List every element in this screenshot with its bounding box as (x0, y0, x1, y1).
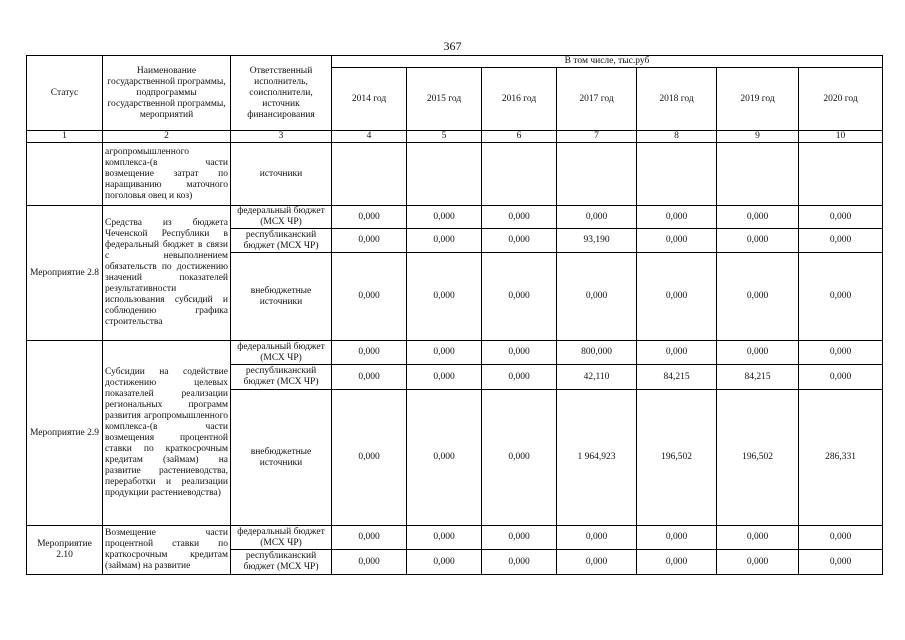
header-name: Наименование государственной программы, подпрограммы государственной программы, мероприятий (103, 56, 231, 131)
value-cell: 84,215 (717, 365, 799, 390)
table-row (27, 143, 883, 206)
page-number: 367 (443, 39, 462, 53)
value-cell: 0,000 (407, 206, 482, 229)
value-cell: 0,000 (407, 341, 482, 365)
value-cell: 0,000 (482, 365, 557, 390)
value-cell: 0,000 (557, 526, 637, 550)
value-cell: 0,000 (407, 550, 482, 575)
value-cell: 0,000 (637, 206, 717, 229)
value-cell: 0,000 (482, 253, 557, 341)
value-cell: 0,000 (557, 206, 637, 229)
value-cell: 1 964,923 (557, 390, 637, 526)
value-cell: 0,000 (407, 229, 482, 253)
value-cell: 0,000 (717, 341, 799, 365)
value-cell: 0,000 (717, 253, 799, 341)
header-year: 2020 год (799, 68, 883, 131)
status-cell (27, 143, 103, 206)
value-cell (332, 143, 407, 206)
value-cell: 0,000 (482, 229, 557, 253)
value-cell: 0,000 (482, 341, 557, 365)
value-cell: 0,000 (717, 206, 799, 229)
value-cell: 0,000 (557, 253, 637, 341)
value-cell: 0,000 (482, 550, 557, 575)
value-cell: 800,000 (557, 341, 637, 365)
column-number: 4 (332, 131, 407, 143)
value-cell: 0,000 (482, 206, 557, 229)
header-executor: Ответственный исполнитель, соисполнители, источник финансирования (231, 56, 332, 131)
value-cell (482, 143, 557, 206)
value-cell: 286,331 (799, 390, 883, 526)
value-cell: 84,215 (637, 365, 717, 390)
budget-table (26, 55, 883, 575)
value-cell: 196,502 (717, 390, 799, 526)
funding-source: внебюджетные источники (231, 253, 332, 341)
table-row (27, 206, 883, 229)
table-row (27, 341, 883, 365)
activity-description: Субсидии на содействие достижению целевых показателей реализации региональных программ развития агропромышленного комплекса-(в части возмещения процентной ставки по краткосрочным кредитам (займам) на развитие растениеводства, переработки и реализации продукции растениеводства) (103, 341, 231, 526)
value-cell: 0,000 (332, 206, 407, 229)
header-including: В том числе, тыс.руб (332, 56, 883, 68)
funding-source: республиканский бюджет (МСХ ЧР) (231, 229, 332, 253)
column-number: 3 (231, 131, 332, 143)
column-number: 1 (27, 131, 103, 143)
activity-description: Возмещение части процентной ставки по краткосрочным кредитам (займам) на развитие (103, 526, 231, 575)
value-cell: 0,000 (799, 526, 883, 550)
value-cell: 0,000 (637, 253, 717, 341)
funding-source: республиканский бюджет (МСХ ЧР) (231, 550, 332, 575)
value-cell: 196,502 (637, 390, 717, 526)
value-cell (717, 143, 799, 206)
value-cell: 0,000 (799, 341, 883, 365)
value-cell: 0,000 (717, 526, 799, 550)
value-cell: 0,000 (637, 229, 717, 253)
value-cell: 0,000 (799, 365, 883, 390)
value-cell (637, 143, 717, 206)
value-cell: 0,000 (407, 526, 482, 550)
value-cell: 0,000 (332, 253, 407, 341)
funding-source: источники (231, 143, 332, 206)
status-cell: Мероприятие 2.8 (27, 206, 103, 341)
value-cell: 0,000 (637, 341, 717, 365)
column-number: 7 (557, 131, 637, 143)
header-year: 2019 год (717, 68, 799, 131)
value-cell: 0,000 (482, 390, 557, 526)
value-cell: 0,000 (407, 390, 482, 526)
activity-description: Средства из бюджета Чеченской Республики в федеральный бюджет в связи с невыполнением обязательств по достижению значений показателей результативности использования субсидий и соблюдению графика строительства (103, 206, 231, 341)
value-cell: 0,000 (799, 206, 883, 229)
column-number: 10 (799, 131, 883, 143)
value-cell (799, 143, 883, 206)
header-year: 2014 год (332, 68, 407, 131)
activity-description: агропромышленного комплекса-(в части возмещение затрат по наращиванию маточного поголовья овец и коз) (103, 143, 231, 206)
column-number: 2 (103, 131, 231, 143)
value-cell: 0,000 (482, 526, 557, 550)
value-cell: 0,000 (799, 253, 883, 341)
value-cell: 0,000 (332, 526, 407, 550)
column-number: 8 (637, 131, 717, 143)
column-number: 5 (407, 131, 482, 143)
funding-source: федеральный бюджет (МСХ ЧР) (231, 341, 332, 365)
value-cell: 0,000 (332, 365, 407, 390)
value-cell (557, 143, 637, 206)
value-cell: 0,000 (332, 341, 407, 365)
value-cell: 0,000 (717, 229, 799, 253)
value-cell: 0,000 (799, 229, 883, 253)
value-cell: 0,000 (407, 253, 482, 341)
header-year: 2016 год (482, 68, 557, 131)
value-cell (407, 143, 482, 206)
header-year: 2017 год (557, 68, 637, 131)
header-year: 2015 год (407, 68, 482, 131)
funding-source: федеральный бюджет (МСХ ЧР) (231, 206, 332, 229)
value-cell: 0,000 (637, 526, 717, 550)
value-cell: 0,000 (717, 550, 799, 575)
table-row (27, 526, 883, 550)
funding-source: внебюджетные источники (231, 390, 332, 526)
value-cell: 0,000 (332, 390, 407, 526)
value-cell: 0,000 (637, 550, 717, 575)
header-status: Статус (27, 56, 103, 131)
value-cell: 0,000 (332, 229, 407, 253)
value-cell: 93,190 (557, 229, 637, 253)
status-cell: Мероприятие 2.10 (27, 526, 103, 575)
column-number: 9 (717, 131, 799, 143)
value-cell: 0,000 (407, 365, 482, 390)
status-cell: Мероприятие 2.9 (27, 341, 103, 526)
column-number: 6 (482, 131, 557, 143)
value-cell: 0,000 (332, 550, 407, 575)
header-year: 2018 год (637, 68, 717, 131)
value-cell: 0,000 (557, 550, 637, 575)
funding-source: федеральный бюджет (МСХ ЧР) (231, 526, 332, 550)
funding-source: республиканский бюджет (МСХ ЧР) (231, 365, 332, 390)
value-cell: 42,110 (557, 365, 637, 390)
value-cell: 0,000 (799, 550, 883, 575)
